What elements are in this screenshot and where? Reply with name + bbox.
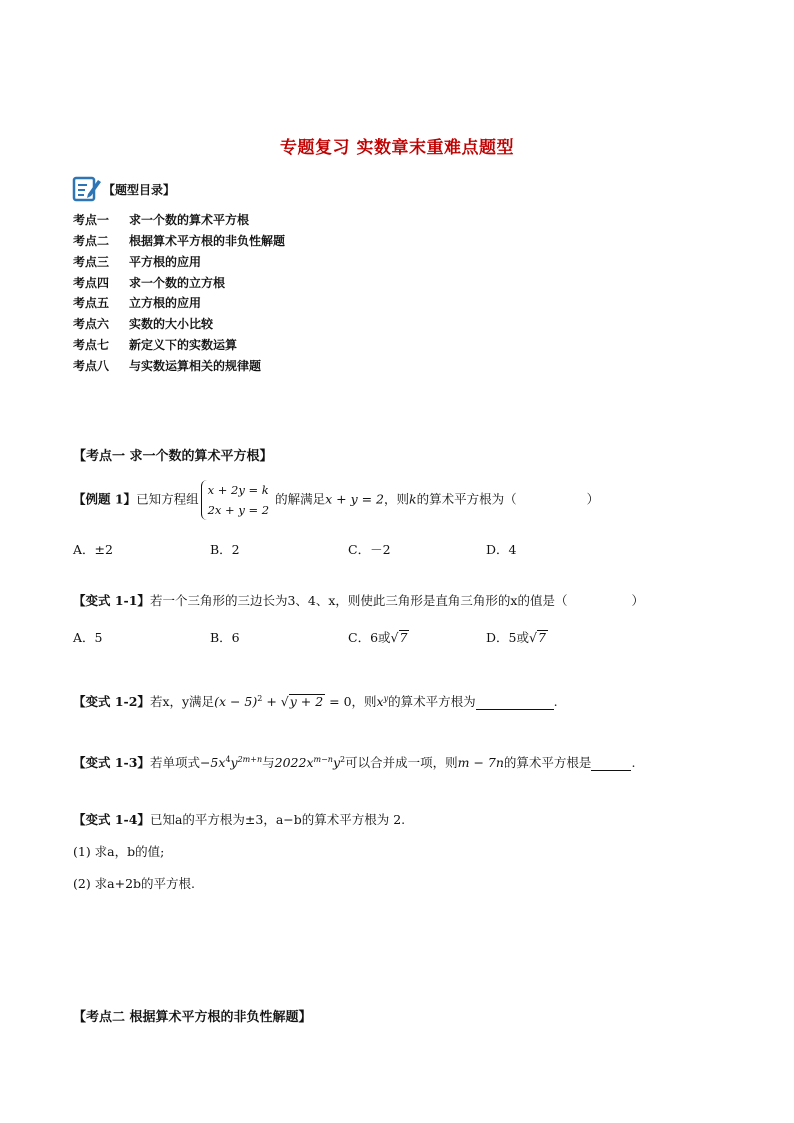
- sub-question-2: (2) 求a+2b的平方根.: [73, 876, 196, 891]
- toc-item: 考点三 平方根的应用: [73, 255, 202, 269]
- option-b: B．6: [210, 630, 240, 645]
- variant-1-4: 【变式 1-4】已知a的平方根为±3，a−b的算术平方根为 2.: [73, 812, 406, 827]
- toc-item: 考点四 求一个数的立方根: [73, 276, 226, 290]
- section-heading-2: 【考点二 根据算术平方根的非负性解题】: [73, 1010, 312, 1025]
- option-d: D．4: [486, 542, 517, 557]
- sub-question-1: (1) 求a，b的值;: [73, 844, 165, 859]
- variant-1-2: 【变式 1-2】若x，y满足$(x - 5)^2 + √y + 2 = 0$，则$x^y$的算术平方根为 .: [73, 693, 558, 709]
- equation-system: x + 2y = k 2x + y = 2: [201, 480, 274, 520]
- toc-item: 考点五 立方根的应用: [73, 296, 202, 310]
- option-a: A．5: [73, 630, 103, 645]
- option-c: C．－2: [348, 542, 391, 557]
- option-b: B．2: [210, 542, 240, 557]
- toc-item: 考点八 与实数运算相关的规律题: [73, 359, 262, 373]
- variant-1-1: 【变式 1-1】若一个三角形的三边长为3、4、x，则使此三角形是直角三角形的x的值是（ ）: [73, 593, 644, 608]
- toc-label: 【题型目录】: [103, 183, 176, 197]
- toc-item: 考点六 实数的大小比较: [73, 317, 214, 331]
- variant-1-3: 【变式 1-3】若单项式$-5x^4y^{2m+n}$与$2022x^{m-n}y^2$可以合并成一项，则m − 7n的算术平方根是 .: [73, 754, 636, 770]
- edit-notes-icon: [72, 174, 102, 204]
- option-a: A．±2: [73, 542, 113, 557]
- option-c: C．6或√7: [348, 630, 408, 645]
- section-heading-1: 【考点一 求一个数的算术平方根】: [73, 449, 273, 464]
- toc-item: 考点二 根据算术平方根的非负性解题: [73, 234, 286, 248]
- toc-item: 考点一 求一个数的算术平方根: [73, 213, 250, 227]
- example-1: 【例题 1】已知方程组x + 2y = k 2x + y = 2的解满足x + y = 2，则k的算术平方根为（ ）: [73, 480, 599, 520]
- option-d: D．5或√7: [486, 630, 546, 645]
- toc-item: 考点七 新定义下的实数运算: [73, 338, 238, 352]
- page-title: 专题复习 实数章末重难点题型: [280, 138, 514, 158]
